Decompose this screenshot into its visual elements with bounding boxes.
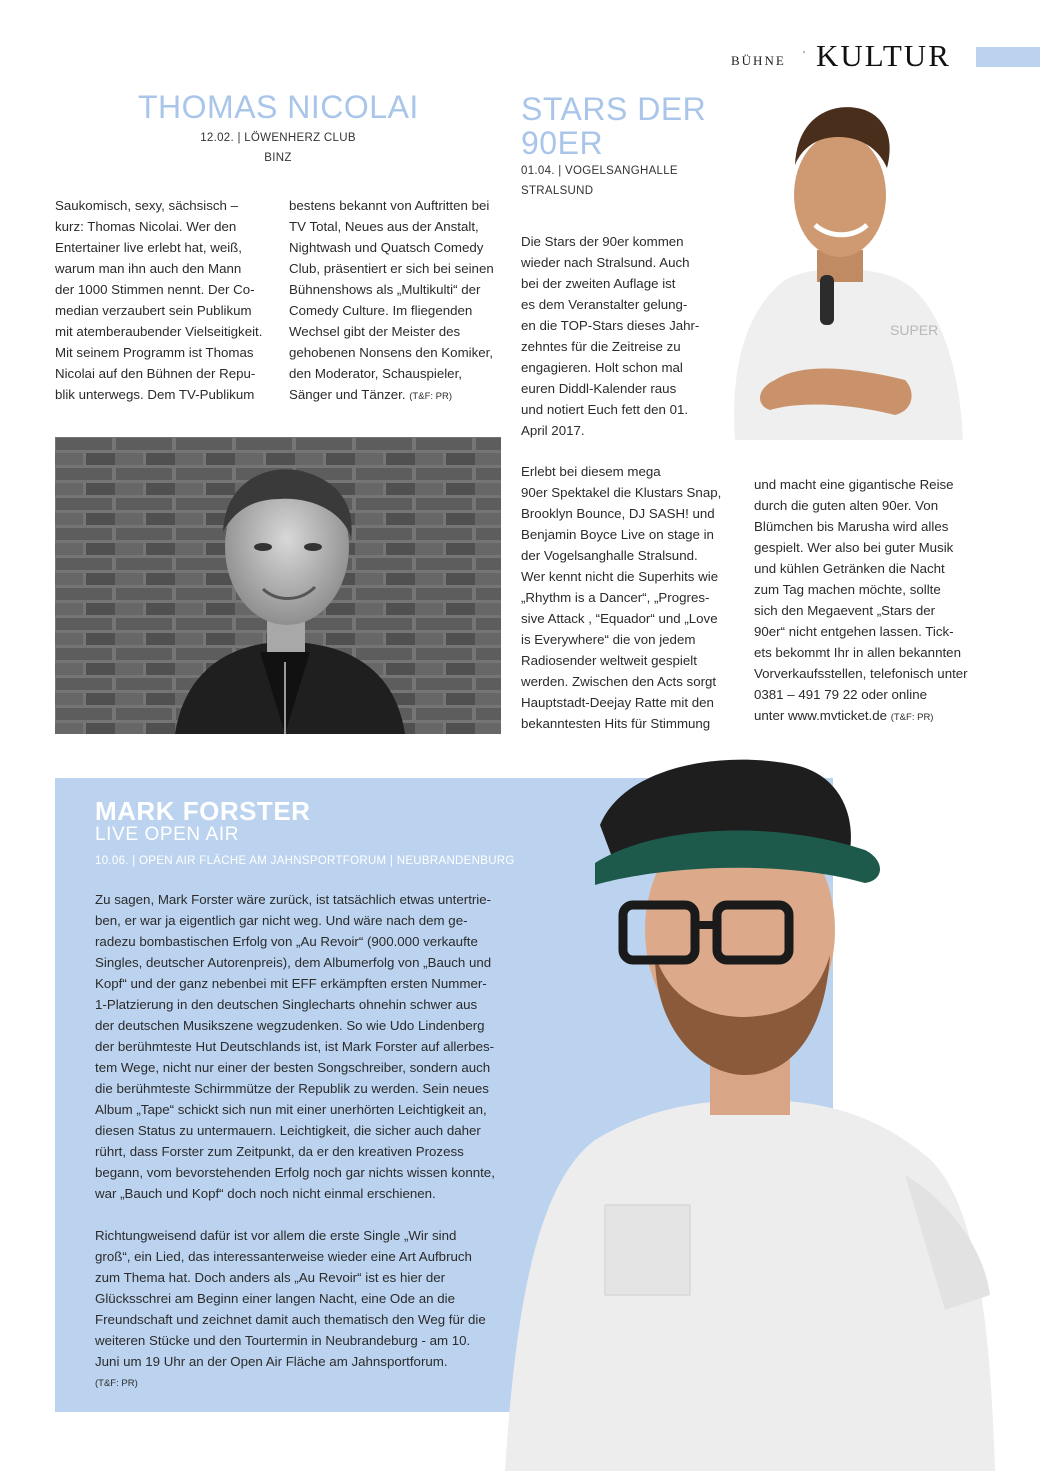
forster-p1-l11: Album „Tape“ schickt sich nun mit einer unerhörten Leichtigkeit an, xyxy=(95,1102,487,1117)
stars-p2-l7: „Rhythm is a Dancer“, „Progres- xyxy=(521,590,710,605)
nicolai-l9: Nicolai auf den Bühnen der Repu- xyxy=(55,366,256,381)
forster-p1-l12: diesen Status zu untermauern. Leichtigkeit, die sicher auch daher xyxy=(95,1123,481,1138)
forster-p1-l4: Singles, deutscher Autorenpreis), dem Albumerfolg von „Bauch und xyxy=(95,955,492,970)
stars-title-line1: STARS DER xyxy=(521,91,707,127)
forster-p2-l5: Freundschaft und zeichnet damit auch thematisch den Weg für die xyxy=(95,1312,486,1327)
stars-meta xyxy=(521,161,678,201)
forster-p1-l14: begann, vom bevorstehenden Erfolg noch gar nichts wissen konnte, xyxy=(95,1165,495,1180)
stars-p2-l3: Brooklyn Bounce, DJ SASH! und xyxy=(521,506,715,521)
stars-p2-l12: Hauptstadt-Deejay Ratte mit den xyxy=(521,695,714,710)
nicolai-c2-l6: Comedy Culture. Im fliegenden xyxy=(289,303,473,318)
section-separator: ' xyxy=(803,50,805,61)
forster-p1-l8: der berühmteste Hut Deutschlands ist, ist Mark Forster auf allerbes- xyxy=(95,1039,495,1054)
nicolai-l4: warum man ihn auch den Mann xyxy=(55,261,242,276)
forster-credit: (T&F: PR) xyxy=(95,1378,138,1389)
nicolai-l10: blik unterwegs. Dem TV-Publikum xyxy=(55,387,255,402)
forster-p1-l5: Kopf“ und der ganz nebenbei mit EFF erkämpften ersten Nummer- xyxy=(95,976,487,991)
forster-p1-l6: 1-Platzierung in den deutschen Singlecharts ohnehin schwer aus xyxy=(95,997,478,1012)
nicolai-c2-l10-text: Sänger und Tänzer. xyxy=(289,387,406,402)
nicolai-text-col2 xyxy=(289,195,504,407)
stars-p1-l8: euren Diddl-Kalender raus xyxy=(521,381,677,396)
stars-p2-l13: bekanntesten Hits für Stimmung xyxy=(521,716,711,731)
stars-text-para1 xyxy=(521,231,721,441)
stars-p3-l11: 0381 – 491 79 22 oder online xyxy=(754,687,928,702)
stars-p1-l10: April 2017. xyxy=(521,423,585,438)
nicolai-text-col1 xyxy=(55,195,280,405)
stars-p2-l1: Erlebt bei diesem mega xyxy=(521,464,661,479)
stars-p1-l3: bei der zweiten Auflage ist xyxy=(521,276,676,291)
forster-meta: 10.06. | OPEN AIR FLÄCHE AM JAHNSPORTFORUM | NEUBRANDENBURG xyxy=(95,855,515,867)
stars-host-photo xyxy=(715,80,965,440)
forster-p1-l2: ben, er war ja eigentlich gar nicht weg. Und wäre nach dem ge- xyxy=(95,913,468,928)
forster-p1-l7: der deutschen Musikszene wegzudenken. So wie Udo Lindenberg xyxy=(95,1018,485,1033)
stars-text-para3 xyxy=(754,474,984,728)
thomas-nicolai-photo xyxy=(55,437,501,734)
forster-text-para1 xyxy=(95,889,515,1204)
stars-p3-l4: gespielt. Wer also bei guter Musik xyxy=(754,540,954,555)
stars-p3-l3: Blümchen bis Marusha wird alles xyxy=(754,519,949,534)
forster-p2-l4: Glücksschrei am Beginn einer langen Nacht, eine Ode an die xyxy=(95,1291,455,1306)
forster-p2-l3: zum Thema hat. Doch anders als „Au Revoir“ ist es hier der xyxy=(95,1270,446,1285)
nicolai-c2-l5: Bühnenshows als „Multikulti“ der xyxy=(289,282,481,297)
stars-p1-l7: engagieren. Holt schon mal xyxy=(521,360,683,375)
nicolai-c2-l10 xyxy=(289,384,504,407)
nicolai-l2: kurz: Thomas Nicolai. Wer den xyxy=(55,219,237,234)
stars-p3-l7: sich den Megaevent „Stars der xyxy=(754,603,936,618)
stars-p1-l1: Die Stars der 90er kommen xyxy=(521,234,684,249)
nicolai-c2-l2: TV Total, Neues aus der Anstalt, xyxy=(289,219,479,234)
nicolai-title: THOMAS NICOLAI xyxy=(138,89,419,125)
stars-p2-l4: Benjamin Boyce Live on stage in xyxy=(521,527,714,542)
nicolai-meta-line1: 12.02. | LÖWENHERZ CLUB xyxy=(200,132,356,144)
nicolai-c2-l3: Nightwash und Quatsch Comedy xyxy=(289,240,484,255)
forster-text-para2 xyxy=(95,1225,515,1396)
forster-p1-l3: radezu bombastischen Erfolg von „Au Revoir“ (900.000 verkaufte xyxy=(95,934,478,949)
forster-p1-l1: Zu sagen, Mark Forster wäre zurück, ist tatsächlich etwas untertrie- xyxy=(95,892,492,907)
stars-p2-l9: is Everywhere“ die von jedem xyxy=(521,632,696,647)
stars-p3-l5: und kühlen Getränken die Nacht xyxy=(754,561,945,576)
section-title: KULTUR xyxy=(816,38,951,73)
stars-p3-l2: durch die guten alten 90er. Von xyxy=(754,498,939,513)
nicolai-l8: Mit seinem Programm ist Thomas xyxy=(55,345,254,360)
stars-p3-l8: 90er“ nicht entgehen lassen. Tick- xyxy=(754,624,954,639)
nicolai-l1: Saukomisch, sexy, sächsisch – xyxy=(55,198,239,213)
stars-p2-l5: der Vogelsanghalle Stralsund. xyxy=(521,548,698,563)
nicolai-c2-l7: Wechsel gibt der Meister des xyxy=(289,324,461,339)
stars-title xyxy=(521,92,706,160)
stars-p2-l2: 90er Spektakel die Klustars Snap, xyxy=(521,485,722,500)
stars-p3-l12-text: unter www.mvticket.de xyxy=(754,708,888,723)
svg-text:SUPER: SUPER xyxy=(890,322,939,338)
nicolai-c2-l1: bestens bekannt von Auftritten bei xyxy=(289,198,490,213)
stars-p2-l10: Radiosender weltweit gespielt xyxy=(521,653,697,668)
forster-p2-l1: Richtungweisend dafür ist vor allem die erste Single „Wir sind xyxy=(95,1228,457,1243)
stars-p2-l8: sive Attack , “Equador“ und „Love xyxy=(521,611,718,626)
stars-p2-l11: werden. Zwischen den Acts sorgt xyxy=(521,674,717,689)
nicolai-l6: median verzaubert sein Publikum xyxy=(55,303,252,318)
nicolai-c2-l4: Club, präsentiert er sich bei seinen xyxy=(289,261,494,276)
stars-meta-line1: 01.04. | VOGELSANGHALLE xyxy=(521,165,678,177)
nicolai-credit: (T&F: PR) xyxy=(409,391,453,402)
nicolai-meta-line2: BINZ xyxy=(264,152,292,164)
forster-p2-l6: weiteren Stücke und den Tourtermin in Neubrandeburg - am 10. xyxy=(95,1333,471,1348)
section-label: BÜHNE xyxy=(731,53,786,68)
stars-p1-l5: en die TOP-Stars dieses Jahr- xyxy=(521,318,700,333)
stars-credit: (T&F: PR) xyxy=(890,712,934,723)
forster-p1-l15: war „Bauch und Kopf“ doch noch nicht einmal erschienen. xyxy=(95,1186,436,1201)
stars-p3-l6: zum Tag machen möchte, sollte xyxy=(754,582,941,597)
mark-forster-photo xyxy=(505,755,995,1471)
forster-p1-l13: rührt, dass Forster zum Zeitpunkt, da er den kreativen Prozess xyxy=(95,1144,464,1159)
nicolai-meta xyxy=(55,128,501,168)
stars-p3-l12 xyxy=(754,705,984,728)
stars-p1-l6: zehntes für die Zeitreise zu xyxy=(521,339,681,354)
stars-p3-l9: ets bekommt Ihr in allen bekannten xyxy=(754,645,961,660)
forster-title: MARK FORSTER xyxy=(95,796,311,826)
stars-p1-l2: wieder nach Stralsund. Auch xyxy=(521,255,690,270)
header-accent-bar xyxy=(976,47,1040,67)
stars-meta-line2: STRALSUND xyxy=(521,185,594,197)
nicolai-c2-l9: den Moderator, Schauspieler, xyxy=(289,366,462,381)
stars-p1-l9: und notiert Euch fett den 01. xyxy=(521,402,689,417)
nicolai-l5: der 1000 Stimmen nennt. Der Co- xyxy=(55,282,255,297)
stars-p1-l4: es dem Veranstalter gelung- xyxy=(521,297,688,312)
forster-p2-l2: groß“, ein Lied, das interessanterweise wieder eine Art Aufbruch xyxy=(95,1249,472,1264)
nicolai-l7: mit atemberaubender Vielseitigkeit. xyxy=(55,324,263,339)
forster-p2-l7: Juni um 19 Uhr an der Open Air Fläche am Jahnsportforum. xyxy=(95,1354,448,1369)
stars-p3-l1: und macht eine gigantische Reise xyxy=(754,477,954,492)
stars-p2-l6: Wer kennt nicht die Superhits wie xyxy=(521,569,719,584)
nicolai-c2-l8: gehobenen Nonsens den Komiker, xyxy=(289,345,494,360)
nicolai-l3: Entertainer live erlebt hat, weiß, xyxy=(55,240,242,255)
stars-text-para2 xyxy=(521,461,736,734)
stars-p3-l10: Vorverkaufsstellen, telefonisch unter xyxy=(754,666,968,681)
forster-p1-l10: die berühmteste Schirmmütze der Republik zu werden. Sein neues xyxy=(95,1081,489,1096)
forster-subtitle: LIVE OPEN AIR xyxy=(95,824,240,845)
forster-p1-l9: tem Wege, nicht nur einer der besten Songschreiber, sondern auch xyxy=(95,1060,491,1075)
stars-title-line2: 90ER xyxy=(521,125,604,161)
